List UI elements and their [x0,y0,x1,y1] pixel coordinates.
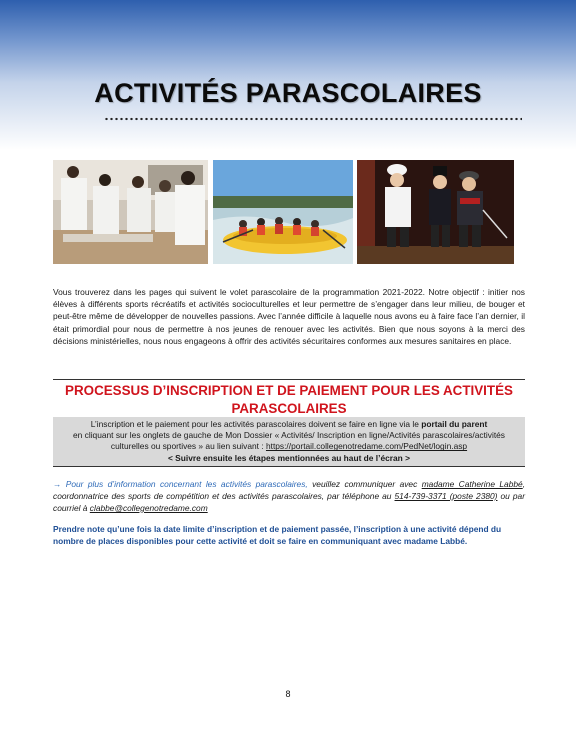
cooking-class-photo [53,160,208,264]
arrow-icon: → [53,479,62,489]
contact-text-2: , coordonnatrice des sports de compétition et des activités parascolaires, par téléphone au [53,479,526,501]
registration-instructions [60,419,518,464]
page-number: 8 [285,689,291,699]
contact-name: madame Catherine Labbé [421,479,523,489]
deadline-note: Prendre note qu’une fois la date limite d’inscription et de paiement passée, l’inscription à une activité dépend du nombre de places disponibles pour cette activité et doit se faire en communiquant avec madame Labbé. [53,524,502,546]
contact-text-3: ou par courriel à [53,491,525,513]
rafting-photo [213,160,353,264]
contact-email-link[interactable]: clabbe@collegenotredame.com [89,503,208,513]
registration-link[interactable]: https://portail.collegenotredame.com/PedNet/login.asp [265,441,468,452]
header-gradient [0,0,576,150]
section-top-rule [53,379,525,380]
contact-paragraph [53,478,525,514]
contact-lead: Pour plus d’information concernant les activités parascolaires, [65,479,308,489]
intro-paragraph: Vous trouverez dans les pages qui suivent le volet parascolaire de la programmation 2021-2022. Notre objectif : initier nos élèves à différents sports récréatifs et activités socioculturelles et leur permettre de s’engager dans leur milieu, de bouger et peut-être même de développer de nouvelles passions. Avec l’année difficile à laquelle nous avons eu à faire face l’an dernier, il était primordial pour nous de permettre à nos jeunes de renouer avec les activités. Bien que nous soyons à la merci des décisions ministérielles, nous nous engageons à offrir des activités sécuritaires conformes aux mesures sanitaires en place. [53,287,525,346]
contact-phone[interactable]: 514-739-3371 (poste 2380) [394,491,498,501]
page-title: ACTIVITÉS PARASCOLAIRES [94,78,482,108]
contact-text-1: veuillez communiquer avec [307,479,422,489]
registration-line2: en cliquant sur les onglets de gauche de Mon Dossier « Activités/ Inscription en ligne/Activités parascolaires/activités culturelles ou sportives » au lien suivant : [73,430,505,452]
dotted-divider [104,117,522,121]
registration-line3: < Suivre ensuite les étapes mentionnées au haut de l’écran > [167,452,411,463]
section-bottom-rule [53,466,525,467]
registration-line1: L’inscription et le paiement pour les activités parascolaires doivent se faire en ligne via le [90,419,422,429]
registration-title: PROCESSUS D’INSCRIPTION ET DE PAIEMENT POUR LES ACTIVITÉS PARASCOLAIRES [65,383,513,416]
parent-portal-label: portail du parent [421,419,488,429]
theatre-photo [357,160,514,264]
